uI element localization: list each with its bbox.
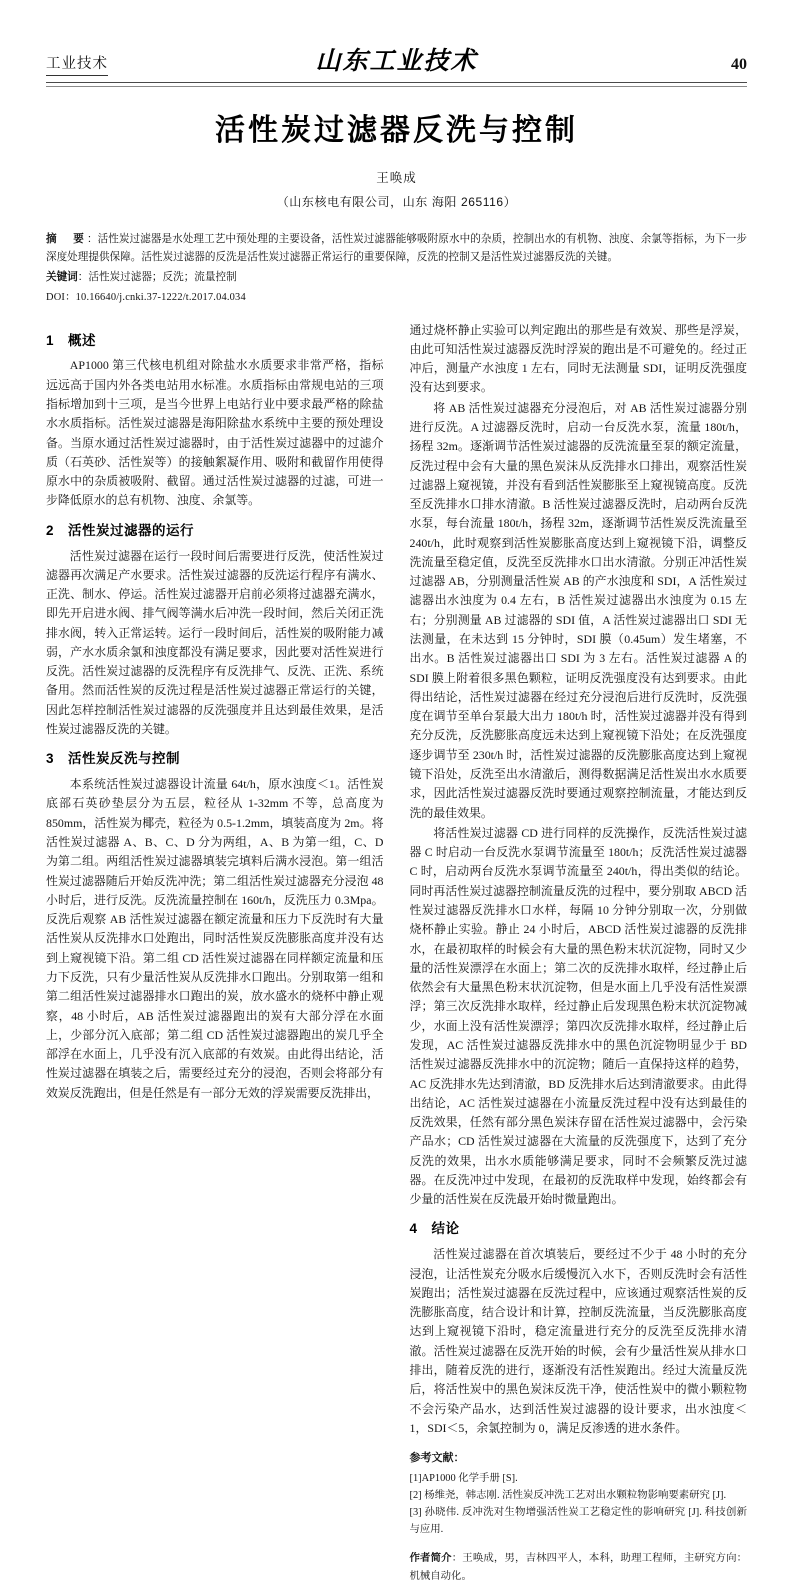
paragraph: 将 AB 活性炭过滤器充分浸泡后，对 AB 活性炭过滤器分别进行反洗。A 过滤器反洗时，启动一台反洗水泵，流量 180t/h，扬程 32m。逐渐调节活性炭过滤器的反洗流量至泵的额定流量，反洗过程中会有大量的黑色炭沫从反洗排水口排出，观察活性炭过滤器上窥视镜，并没有看到活性炭膨胀至上窥视镜高度。反洗至反洗排水口排水清澈。B 活性炭过滤器反洗时，启动两台反洗水泵，每台流量 180t/h，扬程 32m，逐渐调节活性炭反洗流量至 240t/h，此时观察到活性炭膨胀高度达到上窥视镜下沿，调整反洗流量至稳定值，反洗至反洗排水口出水清澈。分别正冲活性炭过滤器 AB，分别测量活性炭 AB 的产水浊度和 SDI，A 活性炭过滤器出水浊度为 0.4 左右，B 活性炭过滤器出水浊度为 0.15 左右；分别测量 AB 过滤器的 SDI 值，A 活性炭过滤器出口 SDI 无法测量，在未达到 15 分钟时，SDI 膜（0.45um）发生堵塞，不出水。B 活性炭过滤器出口 SDI 为 3 左右。活性炭过滤器 A 的 SDI 膜上附着很多黑色颗粒，证明反洗强度没有达到要求。由此得出结论，活性炭过滤器在经过充分浸泡后进行反洗时，反洗强度在调节至单台泵最大出力 180t/h 时，活性炭过滤器并没有得到充分反洗，反洗膨胀高度远未达到上窥视镜下沿处；在反洗强度逐步调节至 230t/h 时，活性炭过滤器的反洗膨胀高度达到上窥视镜下沿处，反洗至出水清澈后，测得数据满足活性炭出水水质要求，因此活性炭过滤器反洗时要通过观察控制流量，才能达到反洗的最佳效果。 (409, 400, 747, 820)
section-number: 2 (46, 522, 55, 538)
right-column (409, 321, 748, 1582)
author-bio-label: 作者简介 (409, 1553, 452, 1565)
author-bio (410, 1550, 748, 1585)
section-heading-3 (46, 748, 384, 770)
abstract-text: ：活性炭过滤器是水处理工艺中预处理的主要设备，活性炭过滤器能够吸附原水中的杂质，控制出水的有机物、浊度、余氯等指标，为下一步深度处理提供保障。活性炭过滤器的反洗是活性炭过滤器正常运行的重要保障，反洗的控制又是活性炭过滤器反洗的关键。 (46, 233, 748, 264)
author-affiliation: （山东核电有限公司，山东 海阳 265116） (276, 195, 517, 209)
paragraph: 活性炭过滤器在运行一段时间后需要进行反洗，使活性炭过滤器再次满足产水要求。活性炭过滤器的反洗运行程序有满水、正洗、制水、停运。活性炭过滤器开启前必须将过滤器充满水，即先开启进水阀、排气阀等满水后冲洗一段时间，然后关闭正洗排水阀，转入正常运转。运行一段时间后，活性炭的吸附能力减弱，产水水质余氯和浊度都没有满足要求，因此要对活性炭进行反洗。活性炭过滤器的反洗程序有反洗排气、反洗、正洗、系统备用。然而活性炭的反洗过程是活性炭过滤器正常运行的关键，因此怎样控制活性炭过滤器的反洗强度并且达到最佳效果，是活性炭过滤器反洗的关键。 (46, 548, 384, 737)
running-head-section-label: 工业技术 (46, 56, 108, 76)
section-title: 活性炭反洗与控制 (68, 751, 180, 767)
running-head (46, 0, 747, 76)
section-title: 活性炭过滤器的运行 (68, 522, 194, 538)
abstract-row (46, 230, 747, 266)
left-column (46, 321, 384, 1116)
journal-title: 山东工业技术 (315, 48, 478, 75)
title-block (46, 87, 747, 210)
paragraph: AP1000 第三代核电机组对除盐水水质要求非常严格，指标远远高于国内外各类电站用水标准。水质指标由常规电站的三项指标增加到十三项，是当今世界上电站行业中要求最严格的除盐水水质指标。活性炭过滤器是海阳除盐水系统中主要的预处理设备。当原水通过活性炭过滤器时，由于活性炭过滤器中的过滤介质（石英砂、活性炭等）的接触絮凝作用、吸附和截留作用使得原水中的杂质被吸附、截留。通过活性炭过滤器的过滤，可进一步降低原水的总有机物、浊度、余氯等。 (46, 358, 384, 508)
keywords-text: ：活性炭过滤器；反洗；流量控制 (77, 271, 237, 284)
page-number: 40 (731, 55, 747, 73)
body-columns (46, 321, 748, 1582)
reference-item: [3] 孙晓伟. 反冲洗对生物增强活性炭工艺稳定性的影响研究 [J]. 科技创新与应用. (409, 1506, 747, 1535)
section-number: 4 (409, 1221, 418, 1237)
section-heading-4 (410, 1218, 748, 1240)
paragraph: 本系统活性炭过滤器设计流量 64t/h，原水浊度＜1。活性炭底部石英砂垫层分为五层，粒径从 1-32mm 不等，总高度为 850mm，活性炭为椰壳，粒径为 0.5-1.2mm，填装高度为 2m。将活性炭过滤器 A、B、C、D 分为两组，A、B 为第一组，C、D 为第二组。两组活性炭过滤器填装完填料后满水浸泡。第一组活性炭过滤器随后开始反洗冲洗；第二组活性炭过滤器充分浸泡 48 小时后，进行反洗。反洗流量控制在 160t/h，反洗压力 0.3Mpa。反洗后观察 AB 活性炭过滤器在额定流量和压力下反洗时有大量活性炭从反洗排水口处跑出，同时活性炭反洗膨胀高度并没有达到上窥视镜下沿。第二组 CD 活性炭过滤器在同样额定流量和压力下反洗，只有少量活性炭从反洗排水口跑出。分别取第一组和第二组活性炭过滤器排水口跑出的炭，放水盛水的烧杯中静止观察，48 小时后，AB 活性炭过滤器跑出的炭有大部分浮在水面上，少部分沉入底部；第二组 CD 活性炭过滤器跑出的炭几乎全部浮在水面上，几乎没有沉入底部的有效炭。由此得出结论，活性炭过滤器在填装之后，需要经过充分的浸泡，否则会将部分有效炭反洗跑出，但是任然是有一部分无效的浮炭需要反洗排出， (46, 777, 384, 1100)
doi-row: DOI：10.16640/j.cnki.37-1222/t.2017.04.034 (46, 291, 246, 303)
reference-item: [2] 杨维尧，韩志刚. 活性炭反冲洗工艺对出水颗粒物影响要素研究 [J]. (409, 1489, 727, 1501)
section-heading-2 (46, 520, 384, 542)
section-number: 3 (46, 751, 55, 767)
section-title: 概述 (68, 332, 96, 348)
paragraph: 将活性炭过滤器 CD 进行同样的反洗操作，反洗活性炭过滤器 C 时启动一台反洗水泵调节流量至 180t/h；反洗活性炭过滤器 C 时，启动两台反洗水泵调节流量至 240t/h，得出类似的结论。同时再活性炭过滤器控制流量反洗的过程中，要分别取 ABCD 活性炭过滤器反洗排水口水样，每隔 10 分钟分别取一次，分别做烧杯静止实验。静止 24 小时后，ABCD 活性炭过滤器的反洗排水，在最初取样的时候会有大量的黑色粉末状沉淀物，同时又少量的活性炭漂浮在水面上；第二次的反洗排水取样，经过静止后依然会有大量黑色粉末状沉淀物，但是水面上几乎没有活性炭漂浮；第三次反洗排水取样，经过静止后发现黑色粉末状沉淀物减少，水面上没有活性炭漂浮；第四次反洗排水取样，经过静止后发现，AC 活性炭过滤器反洗排水中的黑色沉淀物明显少于 BD 活性炭过滤器反洗排水中的沉淀物；随后一直保持这样的趋势，AC 反洗排水先达到清澈，BD 反洗排水后达到清澈要求。由此得出结论，AC 活性炭过滤器在小流量反洗过程中没有达到最佳的反洗效果，任然有部分黑色炭沫存留在活性炭过滤器中，会污染产品水；CD 活性炭过滤器在大流量的反洗强度下，达到了充分反洗的效果，出水水质能够满足要求，同时不会频繁反洗过滤器。在反洗冲过中发现，在最初的反洗取样中发现，始终都会有少量的活性炭在反洗最开始时微量跑出。 (409, 825, 747, 1207)
paragraph: 活性炭过滤器在首次填装后，要经过不少于 48 小时的充分浸泡，让活性炭充分吸水后缓慢沉入水下，否则反洗时会有活性炭跑出；活性炭过滤器在反洗过程中，应该通过观察活性炭的反洗膨胀高度，结合设计和计算，控制反洗流量，当反洗膨胀高度达到上窥视镜下沿时，稳定流量进行充分的反洗至反洗排水清澈。活性炭过滤器在反洗开始的时候，会有少量活性炭从排水口排出，随着反洗的进行，逐渐没有活性炭跑出。经过大流量反洗后，将活性炭中的黑色炭沫反洗干净，使活性炭中的微小颗粒物不会污染产品水，达到活性炭过滤器的设计要求，出水浊度＜1，SDI＜5，余氯控制为 0，满足反渗透的进水条件。 (409, 1247, 747, 1435)
author-name: 王唤成 (376, 171, 417, 185)
author-bio-text: ：王唤成，男，吉林四平人，本科，助理工程师，主研究方向：机械自动化。 (409, 1553, 748, 1582)
reference-item: [1]AP1000 化学手册 [S]. (409, 1472, 518, 1484)
section-number: 1 (46, 332, 55, 348)
keywords-label: 关键词 (46, 271, 78, 284)
section-title: 结论 (431, 1221, 460, 1237)
article-title: 活性炭过滤器反洗与控制 (215, 114, 578, 147)
abstract-block (46, 230, 747, 307)
paragraph-continued: 通过烧杯静止实验可以判定跑出的那些是有效炭、那些是浮炭，由此可知活性炭过滤器反洗时浮炭的跑出是不可避免的。经过正冲后，测量产水浊度 1 左右，同时无法测量 SDI，证明反洗强度没有达到要求。 (409, 322, 747, 395)
abstract-label: 摘 要 (46, 233, 87, 245)
references-heading: 参考文献： (409, 1452, 465, 1465)
keywords-row (46, 268, 747, 286)
section-heading-1 (46, 330, 384, 352)
